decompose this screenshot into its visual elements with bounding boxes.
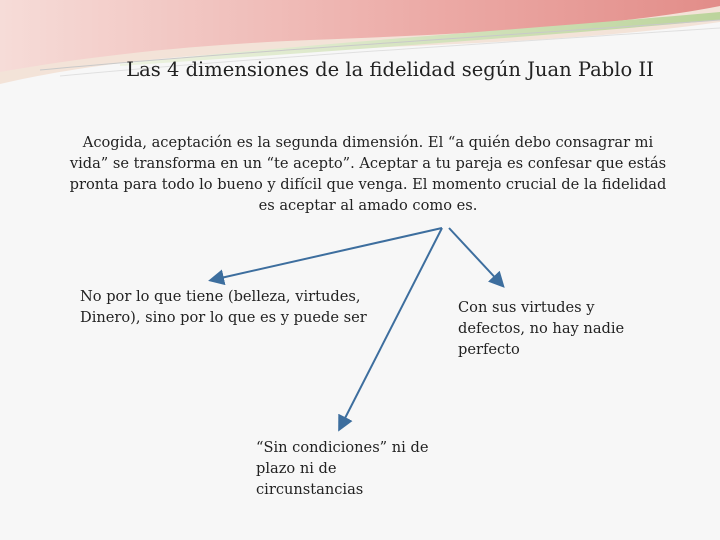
arrow-bottom: [340, 228, 442, 428]
branch-left-text: No por lo que tiene (belleza, virtudes, Dinero), sino por lo que es y puede ser: [80, 288, 367, 326]
arrow-right: [449, 228, 502, 285]
main-concept-text: Acogida, aceptación es la segunda dimensión. El “a quién debo consagrar mi vida” se transforma en un “te acepto”. Aceptar a tu pareja es confesar que estás pronta para todo lo bueno y difícil que venga. El momento crucial de la fidelidad es aceptar al amado como es.: [69, 134, 667, 214]
arrow-left: [212, 228, 442, 280]
page-title: Las 4 dimensiones de la fidelidad según Juan Pablo II: [126, 58, 654, 81]
branch-right-text: Con sus virtudes y defectos, no hay nadie perfecto: [458, 299, 625, 358]
branch-bottom-text: “Sin condiciones” ni de plazo ni de circunstancias: [256, 439, 429, 498]
